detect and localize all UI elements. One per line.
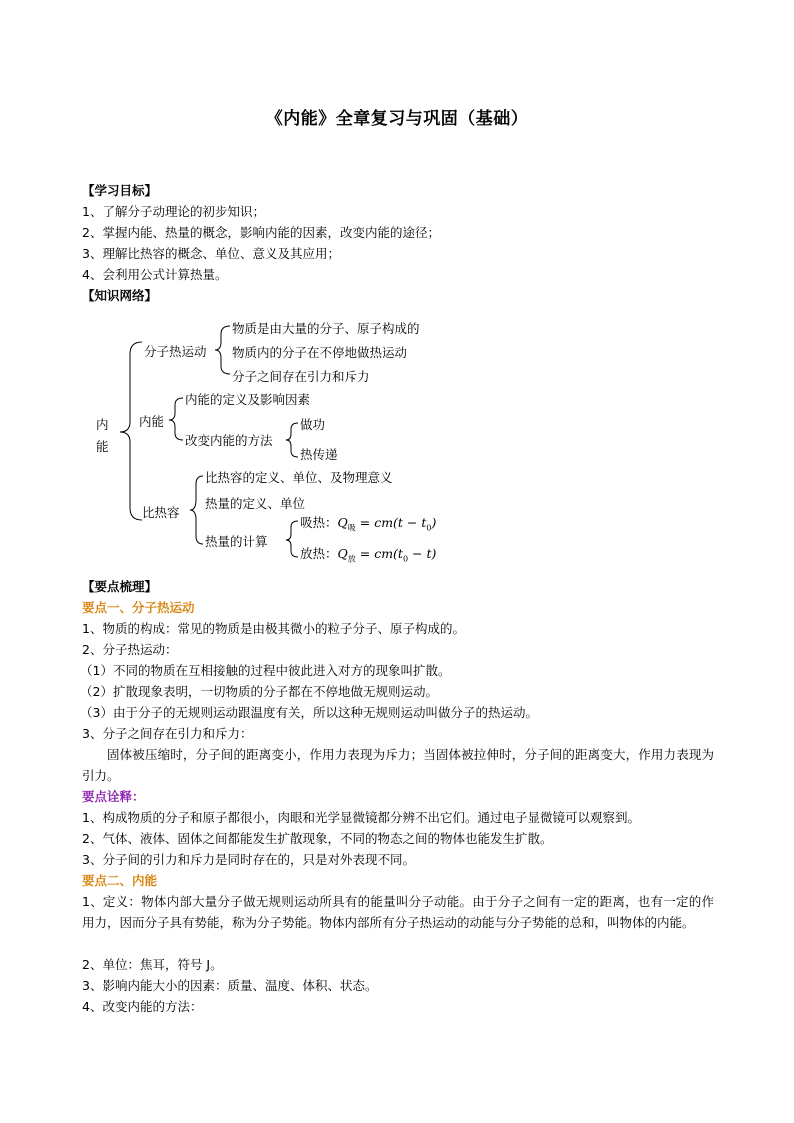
point2-line: 3、影响内能大小的因素：质量、温度、体积、状态。 xyxy=(82,978,378,993)
formula-sub: 吸 xyxy=(347,523,356,533)
formula-lhs: Q xyxy=(337,515,348,530)
point2-line: 4、改变内能的方法： xyxy=(82,999,203,1014)
branch-subchild: 做功 xyxy=(300,417,326,432)
formula-label: 吸热： xyxy=(300,515,338,530)
formula-release xyxy=(300,544,436,565)
branch-child: 物质内的分子在不停地做热运动 xyxy=(232,345,408,360)
formula-rhs: = cm(t xyxy=(359,546,403,561)
key-points-heading: 【要点梳理】 xyxy=(82,579,158,594)
formula-end: − t) xyxy=(408,546,437,561)
explain-heading: 要点诠释： xyxy=(82,789,145,804)
formula-end: ) xyxy=(431,515,437,530)
point1-line: （3）由于分子的无规则运动跟温度有关，所以这种无规则运动叫做分子的热运动。 xyxy=(80,705,538,720)
formula-label: 放热： xyxy=(300,546,338,561)
objective-item: 2、掌握内能、热量的概念，影响内能的因素，改变内能的途径； xyxy=(82,225,440,240)
objective-item: 4、会利用公式计算热量。 xyxy=(82,267,228,282)
branch-child: 内能的定义及影响因素 xyxy=(185,392,311,407)
point1-line: 1、物质的构成：常见的物质是由极其微小的粒子分子、原子构成的。 xyxy=(82,621,465,636)
formula-absorb xyxy=(300,513,436,534)
point2-heading: 要点二、内能 xyxy=(82,873,158,888)
branch-child: 比热容的定义、单位、及物理意义 xyxy=(205,470,393,485)
branch-subchild: 热传递 xyxy=(300,447,338,462)
objectives-heading: 【学习目标】 xyxy=(82,183,158,198)
network-heading: 【知识网络】 xyxy=(82,288,158,303)
formula-sub2: 0 xyxy=(426,523,432,533)
branch-child: 改变内能的方法 xyxy=(185,433,273,448)
objective-item: 3、理解比热容的概念、单位、意义及其应用； xyxy=(82,246,340,261)
formula-rhs: = cm(t − t xyxy=(359,515,427,530)
explain-line: 3、分子间的引力和斥力是同时存在的，只是对外表现不同。 xyxy=(82,852,415,867)
formula-sub: 放 xyxy=(347,554,356,564)
point1-line: （1）不同的物质在互相接触的过程中彼此进入对方的现象叫扩散。 xyxy=(80,663,451,678)
point1-heading: 要点一、分子热运动 xyxy=(82,600,195,615)
branch-label: 比热容 xyxy=(142,505,180,520)
branch-label: 内能 xyxy=(139,414,165,429)
point1-line: 3、分子之间存在引力和斥力： xyxy=(82,726,253,741)
explain-line: 1、构成物质的分子和原子都很小，肉眼和光学显微镜都分辨不出它们。通过电子显微镜可以观察到。 xyxy=(82,810,640,825)
explain-line: 2、气体、液体、固体之间都能发生扩散现象，不同的物态之间的物体也能发生扩散。 xyxy=(82,831,553,846)
formula-sub2: 0 xyxy=(402,554,409,564)
objective-item: 1、了解分子动理论的初步知识； xyxy=(82,204,265,219)
branch-child: 热量的计算 xyxy=(205,534,268,549)
branch-child: 分子之间存在引力和斥力 xyxy=(232,369,370,384)
point2-paragraph: 1、定义：物体内部大量分子做无规则运动所具有的能量叫分子动能。由于分子之间有一定的距离，也有一定的作用力，因而分子具有势能，称为分子势能。物体内部所有分子热运动的动能与分子势能的总和，叫物体的内能。 xyxy=(82,894,714,930)
network-root: 内能 xyxy=(96,417,109,454)
formula-lhs: Q xyxy=(337,546,348,561)
page-title: 《内能》全章复习与巩固（基础） xyxy=(265,109,529,129)
point1-paragraph: 固体被压缩时，分子间的距离变小，作用力表现为斥力；当固体被拉伸时，分子间的距离变大，作用力表现为引力。 xyxy=(82,747,714,783)
branch-label: 分子热运动 xyxy=(144,344,207,359)
point1-line: 2、分子热运动： xyxy=(82,642,178,657)
point1-line: （2）扩散现象表明，一切物质的分子都在不停地做无规则运动。 xyxy=(80,684,438,699)
branch-child: 热量的定义、单位 xyxy=(205,496,306,511)
branch-child: 物质是由大量的分子、原子构成的 xyxy=(232,321,420,336)
point2-line: 2、单位：焦耳，符号 J。 xyxy=(82,957,223,972)
